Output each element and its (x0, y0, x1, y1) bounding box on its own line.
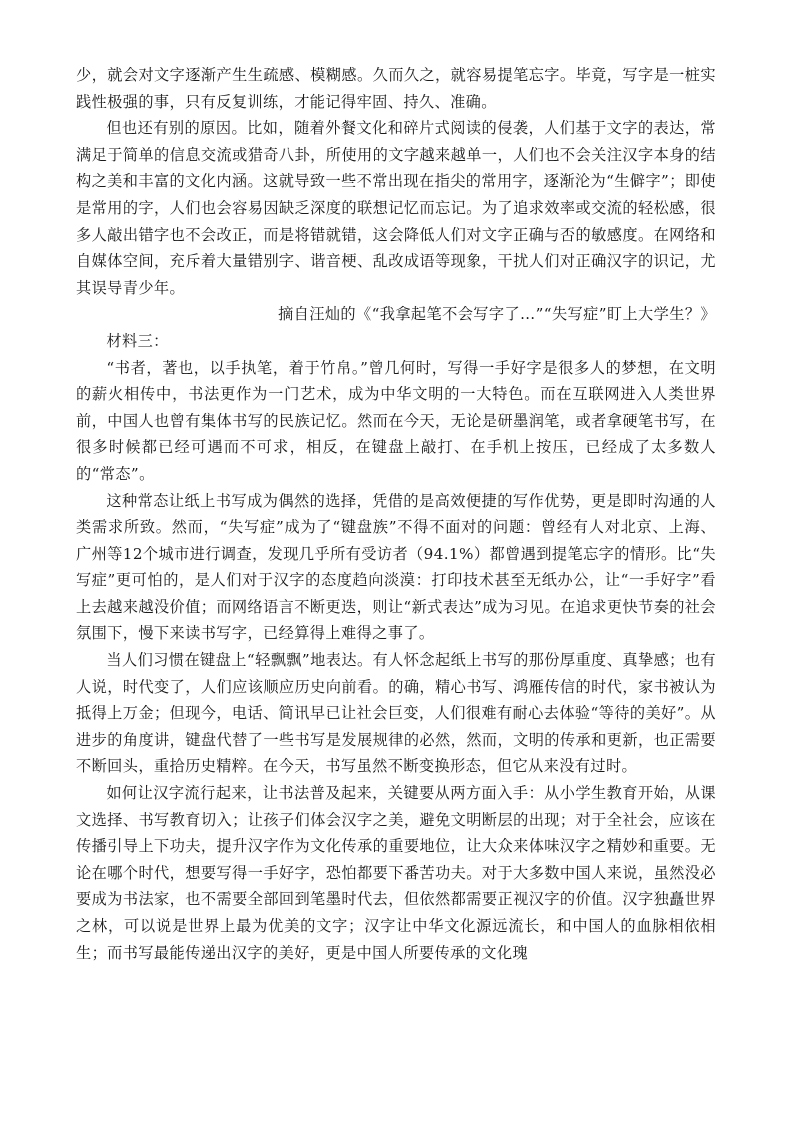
paragraph-other-reasons: 但也还有别的原因。比如，随着外餐文化和碎片式阅读的侵袭，人们基于文字的表达，常满足于简单的信息交流或猎奇八卦，所使用的文字越来越单一，人们也不会关注汉字本身的结构之美和丰富的文化内涵。这就导致一些不常出现在指尖的常用字，逐渐沦为“生僻字”；即使是常用的字，人们也会容易因缺乏深度的联想记忆而忘记。为了追求效率或交流的轻松感，很多人敲出错字也不会改正，而是将错就错，这会降低人们对文字正确与否的敏感度。在网络和自媒体空间，充斥着大量错别字、谐音梗、乱改成语等现象，干扰人们对正确汉字的识记，尤其误导青少年。 (76, 119, 716, 297)
paragraph-calligraphy-history: “书者，著也，以手执笔，着于竹帛。”曾几何时，写得一手好字是很多人的梦想，在文明的薪火相传中，书法更作为一门艺术，成为中华文明的一大特色。而在互联网进入人类世界前，中国人也曾有集体书写的民族记忆。然而在今天，无论是研墨润笔，或者拿硬笔书写，在很多时候都已经可遇而不可求，相反，在键盘上敲打、在手机上按压，已经成了太多数人的“常态”。 (76, 358, 716, 483)
paragraph-continuation: 少，就会对文字逐渐产生生疏感、模糊感。久而久之，就容易提笔忘字。毕竟，写字是一桩实践性极强的事，只有反复训练，才能记得牢固、持久、准确。 (76, 66, 716, 111)
material-three-label: 材料三： (106, 331, 169, 350)
paragraph-writing-loss: 这种常态让纸上书写成为偶然的选择，凭借的是高效便捷的写作优势，更是即时沟通的人类需求所致。然而，“失写症”成为了“键盘族”不得不面对的问题：曾经有人对北京、上海、广州等12个城市进行调查，发现几乎所有受访者（94.1%）都曾遇到提笔忘字的情形。比“失写症”更可怕的，是人们对于汉字的态度趋向淡漠：打印技术甚至无纸办公，让“一手好字”看上去越来越没价值；而网络语言不断更迭，则让“新式表达”成为习见。在追求更快节奏的社会氛围下，慢下来读书写字，已经算得上难得之事了。 (76, 491, 716, 643)
article-body (76, 62, 716, 966)
paragraph-keyboard-era: 当人们习惯在键盘上“轻飘飘”地表达。有人怀念起纸上书写的那份厚重度、真挚感；也有人说，时代变了，人们应该顺应历史向前看。的确，精心书写、鸿雁传信的时代，家书被认为抵得上万金；但现今，电话、简讯早已让社会巨变，人们很难有耐心去体验“等待的美好”。从进步的角度讲，键盘代替了一些书写是发展规律的必然，然而，文明的传承和更新，也正需要不断回头，重拾历史精粹。在今天，书写虽然不断变换形态，但它从来没有过时。 (76, 651, 716, 776)
source-citation: 摘自汪灿的《“我拿起笔不会写字了…”“失写症”盯上大学生？》 (278, 305, 716, 324)
paragraph-promote-hanzi: 如何让汉字流行起来，让书法普及起来，关键要从两方面入手：从小学生教育开始，从课文选择、书写教育切入；让孩子们体会汉字之美，避免文明断层的出现；对于全社会，应该在传播引导上下功夫，提升汉字作为文化传承的重要地位，让大众来体味汉字之精妙和重要。无论在哪个时代，想要写得一手好字，恐怕都要下番苦功夫。对于大多数中国人来说，虽然没必要成为书法家，也不需要全部回到笔墨时代去，但依然都需要正视汉字的价值。汉字独矗世界之林，可以说是世界上最为优美的文字；汉字让中华文化源远流长，和中国人的血脉相依相生；而书写最能传递出汉字的美好，更是中国人所要传承的文化瑰 (76, 784, 716, 962)
